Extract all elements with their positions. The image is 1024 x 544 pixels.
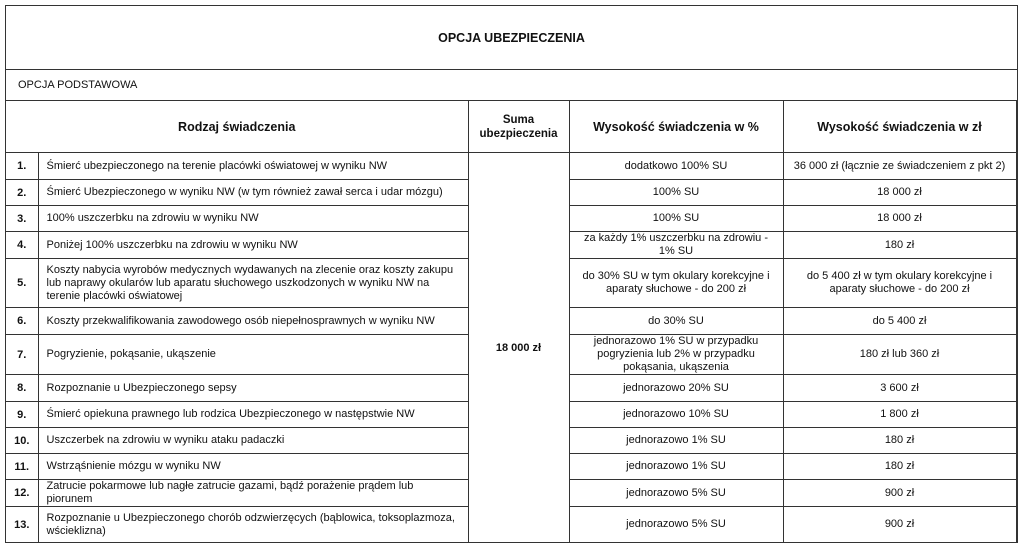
row-amount: 900 zł [783,480,1016,507]
row-amount: 18 000 zł [783,180,1016,206]
row-description: Śmierć Ubezpieczonego w wyniku NW (w tym również zawał serca i udar mózgu) [38,180,468,206]
row-percent: jednorazowo 1% SU w przypadku pogryzienia lub 2% w przypadku pokąsania, ukąszenia [569,335,783,375]
row-percent: 100% SU [569,206,783,232]
row-number: 3. [6,206,38,232]
row-percent: jednorazowo 10% SU [569,402,783,428]
row-description: Koszty nabycia wyrobów medycznych wydawanych na zlecenie oraz koszty zakupu lub naprawy okularów lub aparatu słuchowego uszkodzonych w wyniku NW na terenie placówki oświatowej [38,259,468,308]
row-number: 7. [6,335,38,375]
row-amount: do 5 400 zł w tym okulary korekcyjne i aparaty słuchowe - do 200 zł [783,259,1016,308]
column-header-type: Rodzaj świadczenia [6,101,468,153]
row-percent: dodatkowo 100% SU [569,153,783,180]
row-description: Uszczerbek na zdrowiu w wyniku ataku padaczki [38,428,468,454]
row-amount: 180 zł [783,232,1016,259]
row-percent: do 30% SU w tym okulary korekcyjne i aparaty słuchowe - do 200 zł [569,259,783,308]
option-label: OPCJA PODSTAWOWA [6,70,1017,101]
row-amount: 900 zł [783,507,1016,543]
row-amount: 36 000 zł (łącznie ze świadczeniem z pkt 2) [783,153,1016,180]
column-header-pct: Wysokość świadczenia w % [569,101,783,153]
row-amount: 180 zł [783,454,1016,480]
row-description: Śmierć opiekuna prawnego lub rodzica Ubezpieczonego w następstwie NW [38,402,468,428]
column-header-sum: Suma ubezpieczenia [468,101,569,153]
row-number: 1. [6,153,38,180]
row-number: 6. [6,308,38,335]
row-number: 4. [6,232,38,259]
column-header-zl: Wysokość świadczenia w zł [783,101,1016,153]
row-number: 12. [6,480,38,507]
row-percent: 100% SU [569,180,783,206]
row-percent: jednorazowo 20% SU [569,375,783,402]
table-header-row [6,101,1016,153]
row-description: Rozpoznanie u Ubezpieczonego sepsy [38,375,468,402]
row-percent: do 30% SU [569,308,783,335]
row-number: 11. [6,454,38,480]
row-percent: jednorazowo 5% SU [569,507,783,543]
row-amount: 180 zł lub 360 zł [783,335,1016,375]
row-amount: do 5 400 zł [783,308,1016,335]
row-percent: za każdy 1% uszczerbku na zdrowiu - 1% SU [569,232,783,259]
sum-insured: 18 000 zł [468,153,569,543]
row-description: Pogryzienie, pokąsanie, ukąszenie [38,335,468,375]
row-amount: 18 000 zł [783,206,1016,232]
row-description: Koszty przekwalifikowania zawodowego osób niepełnosprawnych w wyniku NW [38,308,468,335]
row-description: Zatrucie pokarmowe lub nagłe zatrucie gazami, bądź porażenie prądem lub piorunem [38,480,468,507]
row-percent: jednorazowo 1% SU [569,428,783,454]
row-amount: 1 800 zł [783,402,1016,428]
row-number: 9. [6,402,38,428]
row-number: 10. [6,428,38,454]
row-number: 5. [6,259,38,308]
row-amount: 3 600 zł [783,375,1016,402]
row-description: Śmierć ubezpieczonego na terenie placówki oświatowej w wyniku NW [38,153,468,180]
benefits-table [6,101,1017,543]
row-description: Rozpoznanie u Ubezpieczonego chorób odzwierzęcych (bąblowica, toksoplazmoza, wścieklizna) [38,507,468,543]
document-title: OPCJA UBEZPIECZENIA [6,6,1017,70]
table-row [6,153,1016,180]
row-description: 100% uszczerbku na zdrowiu w wyniku NW [38,206,468,232]
row-description: Poniżej 100% uszczerbku na zdrowiu w wyniku NW [38,232,468,259]
row-number: 2. [6,180,38,206]
row-percent: jednorazowo 5% SU [569,480,783,507]
row-number: 8. [6,375,38,402]
row-number: 13. [6,507,38,543]
row-percent: jednorazowo 1% SU [569,454,783,480]
row-amount: 180 zł [783,428,1016,454]
row-description: Wstrząśnienie mózgu w wyniku NW [38,454,468,480]
insurance-document [5,5,1018,543]
